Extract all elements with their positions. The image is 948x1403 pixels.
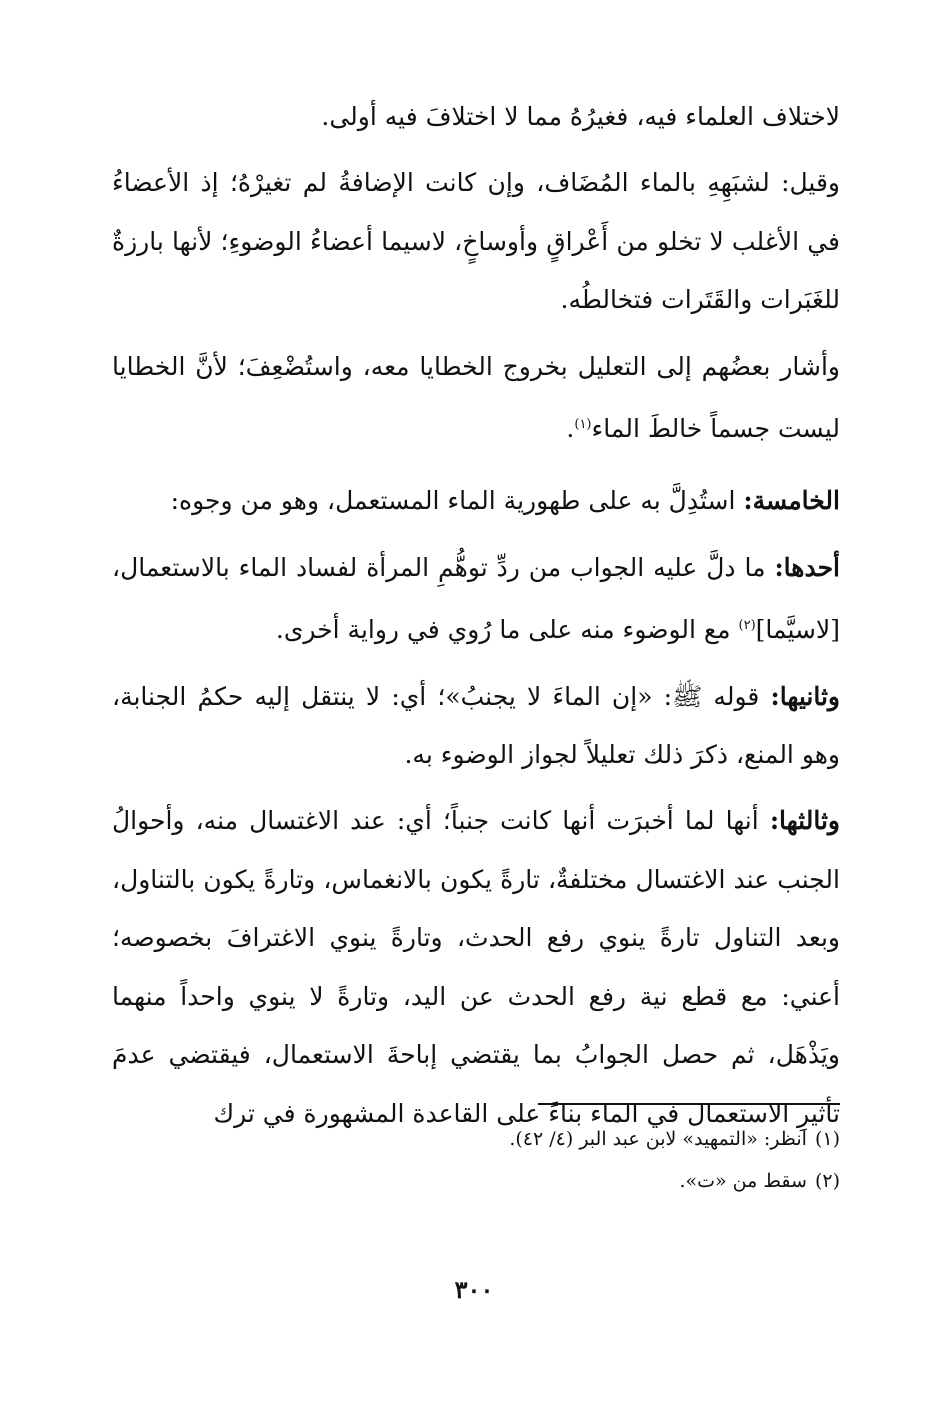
heading-ahaduha: أحدها: bbox=[774, 552, 840, 582]
paragraph-5 bbox=[112, 539, 840, 660]
paragraph-5-end: مع الوضوء منه على ما رُوي في رواية أخرى. bbox=[275, 615, 739, 645]
paragraph-3 bbox=[112, 338, 840, 459]
paragraph-5-text: ما دلَّ عليه الجواب من ردِّ توهُّمِ المرأة لفساد الماء بالاستعمال، [لاسيَّما] bbox=[112, 552, 840, 645]
heading-thaniha: وثانيها: bbox=[770, 681, 840, 711]
footnote-2-number: (٢) bbox=[814, 1170, 840, 1192]
paragraph-1 bbox=[112, 88, 840, 146]
paragraph-7-text: أنها لما أخبرَت أنها كانت جنباً؛ أي: عند الاغتسال منه، وأحوالُ الجنب عند الاغتسال مختلفةٌ، تارةً يكون بالانغماس، وتارةً يكون بالتناول، وبعد التناول تارةً ينوي رفع الحدث، وتارةً ينوي الاغترافَ بخصوصه؛ أعني: مع قطع نية رفع الحدث عن اليد، وتارةً لا ينوي واحداً منهما ويَذْهَل، ثم حصل الجوابُ بما يقتضي إباحةَ الاستعمال، فيقتضي عدمَ تأثيرِ الاستعمال في الماء بناءً على القاعدة المشهورة في ترك bbox=[112, 806, 840, 1128]
footnote-1-text: انظر: «التمهيد» لابن عبد البر (٤/ ٤٢). bbox=[509, 1128, 807, 1150]
footnote-ref-2[interactable]: (٢) bbox=[738, 618, 756, 634]
heading-khamisa: الخامسة: bbox=[743, 486, 840, 516]
footnote-1-number: (١) bbox=[814, 1128, 840, 1150]
footnotes bbox=[112, 1118, 840, 1202]
paragraph-4 bbox=[112, 472, 840, 530]
paragraph-2-text: وقيل: لشبَهِهِ بالماء المُضَاف، وإن كانت الإضافةُ لم تغيرْهُ؛ إذ الأعضاءُ في الأغلب لا تخلو من أَعْراقٍ وأوساخٍ، لاسيما أعضاءُ الوضوءِ؛ لأنها بارزةٌ للغَبَرات والقَتَرات فتخالطُه. bbox=[112, 168, 840, 315]
heading-thalithuha: وثالثها: bbox=[769, 806, 840, 836]
footnote-2 bbox=[112, 1160, 840, 1202]
page-number: ٣٠٠ bbox=[454, 1275, 494, 1304]
paragraph-7 bbox=[112, 792, 840, 1142]
paragraph-3-text: وأشار بعضُهم إلى التعليل بخروج الخطايا معه، واستُضْعِفَ؛ لأنَّ الخطايا ليست جسماً خالطَ الماء bbox=[112, 351, 840, 444]
paragraph-6-text: قوله ﷺ: «إن الماءَ لا يجنبُ»؛ أي: لا ينتقل إليه حكمُ الجنابة، وهو المنع، ذكرَ ذلك تعليلاً لجواز الوضوء به. bbox=[112, 681, 840, 770]
main-text bbox=[112, 88, 840, 1151]
paragraph-4-text: استُدِلَّ به على طهورية الماء المستعمل، وهو من وجوه: bbox=[170, 486, 744, 516]
paragraph-6 bbox=[112, 668, 840, 785]
footnote-2-text: سقط من «ت». bbox=[679, 1170, 807, 1192]
paragraph-3-end: . bbox=[566, 414, 575, 444]
paragraph-2 bbox=[112, 154, 840, 329]
paragraph-1-text: لاختلاف العلماء فيه، فغيرُهُ مما لا اختلافَ فيه أولى. bbox=[321, 102, 840, 131]
footnote-1 bbox=[112, 1118, 840, 1160]
footnote-divider bbox=[538, 1103, 840, 1105]
footnote-ref-1[interactable]: (١) bbox=[574, 417, 592, 433]
